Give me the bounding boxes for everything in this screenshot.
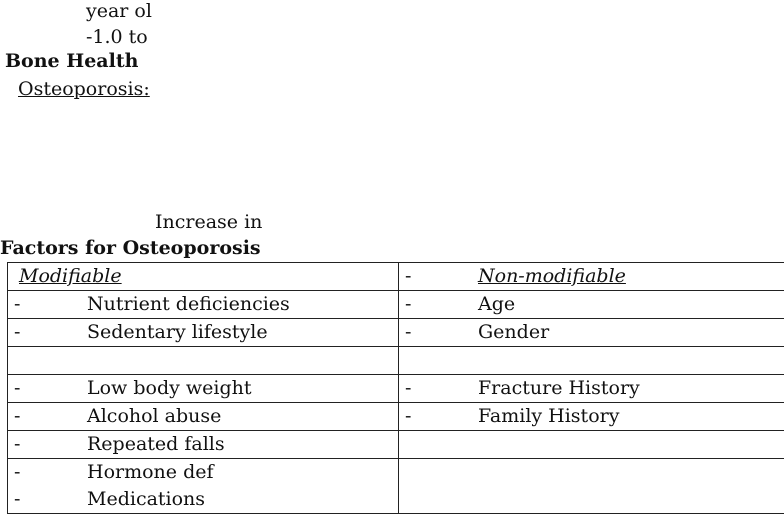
dash-marker: -: [14, 459, 20, 486]
table-header-left: [8, 263, 399, 291]
table-cell-left: [8, 375, 399, 403]
table-header-row: [8, 263, 784, 291]
section-heading: Bone Health: [5, 52, 138, 71]
table-cell-right: [399, 403, 784, 431]
table-title: Factors for Osteoporosis: [0, 239, 261, 258]
text-fragment-year: year ol: [86, 2, 152, 21]
table-row-empty: [8, 347, 784, 375]
table-cell-right: [399, 291, 784, 319]
modifiable-header: Modifiable: [19, 263, 122, 290]
factors-table: [7, 262, 784, 514]
table-cell-left: [8, 347, 399, 375]
dash-marker: -: [405, 291, 411, 318]
dash-marker: -: [14, 319, 20, 346]
modifiable-factor: Medications: [87, 486, 205, 513]
non-modifiable-factor: Age: [478, 291, 515, 318]
non-modifiable-factor: Gender: [478, 319, 549, 346]
table-cell-left: [8, 431, 399, 459]
dash-marker: -: [405, 319, 411, 346]
modifiable-factor: Repeated falls: [87, 431, 225, 458]
table-cell-right: [399, 375, 784, 403]
table-cell-left: [8, 459, 399, 514]
table-cell-right: [399, 347, 784, 375]
table-row: [8, 431, 784, 459]
table-row-multiline: [8, 459, 784, 514]
table-cell-left: [8, 319, 399, 347]
dash-marker: -: [14, 431, 20, 458]
table-row: [8, 319, 784, 347]
table-row: [8, 403, 784, 431]
table-cell-right: [399, 459, 784, 514]
non-modifiable-factor: Fracture History: [478, 375, 640, 402]
dash-marker: -: [405, 263, 411, 290]
non-modifiable-factor: Family History: [478, 403, 619, 430]
modifiable-factor: Alcohol abuse: [87, 403, 221, 430]
dash-marker: -: [14, 375, 20, 402]
modifiable-factor: Hormone def: [87, 459, 214, 486]
non-modifiable-header: Non-modifiable: [478, 263, 626, 290]
table-header-right: [399, 263, 784, 291]
dash-marker: -: [14, 486, 20, 513]
text-fragment-range: -1.0 to: [86, 28, 148, 47]
table-cell-right: [399, 319, 784, 347]
table-cell-left: [8, 291, 399, 319]
dash-marker: -: [405, 403, 411, 430]
table-cell-left: [8, 403, 399, 431]
table-row: [8, 375, 784, 403]
table-cell-right: [399, 431, 784, 459]
table-row: [8, 291, 784, 319]
subheading: Osteoporosis:: [18, 80, 150, 99]
dash-marker: -: [14, 291, 20, 318]
dash-marker: -: [14, 403, 20, 430]
modifiable-factor: Low body weight: [87, 375, 252, 402]
modifiable-factor: Nutrient deficiencies: [87, 291, 290, 318]
text-fragment-increase: Increase in: [155, 213, 262, 232]
dash-marker: -: [405, 375, 411, 402]
modifiable-factor: Sedentary lifestyle: [87, 319, 268, 346]
